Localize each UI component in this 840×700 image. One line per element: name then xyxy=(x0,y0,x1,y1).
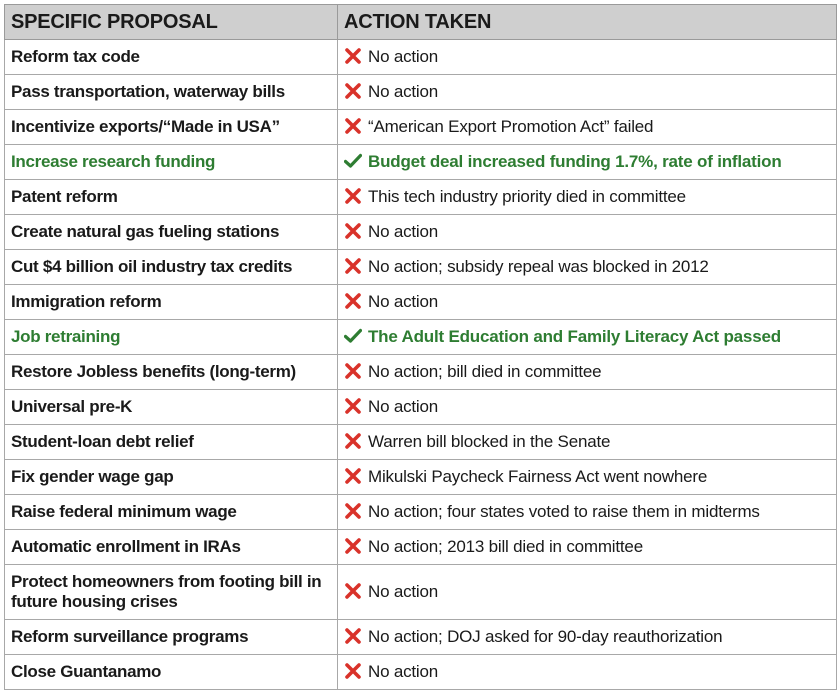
action-text: No action; DOJ asked for 90-day reauthorization xyxy=(368,627,723,646)
action-cell xyxy=(338,75,837,110)
x-mark-icon xyxy=(344,468,362,484)
table-row xyxy=(5,460,837,495)
action-text: No action xyxy=(368,47,439,66)
table-row xyxy=(5,75,837,110)
action-cell xyxy=(338,250,837,285)
proposal-cell: Raise federal minimum wage xyxy=(5,495,338,530)
table-row xyxy=(5,425,837,460)
proposal-cell: Incentivize exports/“Made in USA” xyxy=(5,110,338,145)
action-cell xyxy=(338,620,837,655)
action-text: The Adult Education and Family Literacy Act passed xyxy=(368,327,781,346)
action-cell xyxy=(338,655,837,690)
table-row xyxy=(5,215,837,250)
action-text: No action xyxy=(368,582,439,601)
proposal-cell: Pass transportation, waterway bills xyxy=(5,75,338,110)
action-cell xyxy=(338,425,837,460)
action-text: No action xyxy=(368,292,439,311)
action-text: Mikulski Paycheck Fairness Act went nowhere xyxy=(368,467,708,486)
action-text: No action xyxy=(368,662,439,681)
table-row xyxy=(5,620,837,655)
proposal-column-header: SPECIFIC PROPOSAL xyxy=(5,5,338,40)
action-text: No action; bill died in committee xyxy=(368,362,602,381)
table-row xyxy=(5,110,837,145)
proposal-cell: Automatic enrollment in IRAs xyxy=(5,530,338,565)
action-text: No action xyxy=(368,82,439,101)
x-mark-icon xyxy=(344,538,362,554)
proposal-cell: Student-loan debt relief xyxy=(5,425,338,460)
proposal-cell: Increase research funding xyxy=(5,145,338,180)
x-mark-icon xyxy=(344,258,362,274)
checkmark-icon xyxy=(344,153,362,169)
action-text: “American Export Promotion Act” failed xyxy=(368,117,654,136)
x-mark-icon xyxy=(344,583,362,599)
x-mark-icon xyxy=(344,223,362,239)
x-mark-icon xyxy=(344,293,362,309)
table-row xyxy=(5,530,837,565)
proposal-table xyxy=(4,4,837,690)
proposal-cell: Universal pre-K xyxy=(5,390,338,425)
x-mark-icon xyxy=(344,83,362,99)
action-cell xyxy=(338,320,837,355)
proposal-cell: Reform tax code xyxy=(5,40,338,75)
table-header-row xyxy=(5,5,837,40)
x-mark-icon xyxy=(344,363,362,379)
table-row xyxy=(5,655,837,690)
table-row xyxy=(5,495,837,530)
action-column-header: ACTION TAKEN xyxy=(338,5,837,40)
action-cell xyxy=(338,390,837,425)
proposal-cell: Close Guantanamo xyxy=(5,655,338,690)
x-mark-icon xyxy=(344,398,362,414)
x-mark-icon xyxy=(344,118,362,134)
table-row xyxy=(5,40,837,75)
action-cell xyxy=(338,180,837,215)
proposal-cell: Immigration reform xyxy=(5,285,338,320)
x-mark-icon xyxy=(344,663,362,679)
x-mark-icon xyxy=(344,48,362,64)
proposal-cell: Cut $4 billion oil industry tax credits xyxy=(5,250,338,285)
action-text: No action; subsidy repeal was blocked in 2012 xyxy=(368,257,709,276)
action-cell xyxy=(338,215,837,250)
action-cell xyxy=(338,565,837,620)
action-cell xyxy=(338,145,837,180)
action-text: No action xyxy=(368,397,439,416)
action-cell xyxy=(338,495,837,530)
proposal-cell: Patent reform xyxy=(5,180,338,215)
x-mark-icon xyxy=(344,503,362,519)
table-row xyxy=(5,390,837,425)
action-text: No action; 2013 bill died in committee xyxy=(368,537,643,556)
proposal-cell: Create natural gas fueling stations xyxy=(5,215,338,250)
action-text: No action xyxy=(368,222,439,241)
table-row xyxy=(5,320,837,355)
action-cell xyxy=(338,355,837,390)
table-row xyxy=(5,145,837,180)
proposal-cell: Restore Jobless benefits (long-term) xyxy=(5,355,338,390)
action-cell xyxy=(338,285,837,320)
checkmark-icon xyxy=(344,328,362,344)
proposal-cell: Protect homeowners from footing bill in future housing crises xyxy=(5,565,338,620)
table-row xyxy=(5,355,837,390)
action-text: No action; four states voted to raise them in midterms xyxy=(368,502,760,521)
action-cell xyxy=(338,530,837,565)
action-text: Budget deal increased funding 1.7%, rate of inflation xyxy=(368,152,782,171)
table-row xyxy=(5,180,837,215)
table-row xyxy=(5,250,837,285)
proposal-cell: Job retraining xyxy=(5,320,338,355)
action-text: Warren bill blocked in the Senate xyxy=(368,432,611,451)
x-mark-icon xyxy=(344,628,362,644)
table-body xyxy=(5,40,837,690)
x-mark-icon xyxy=(344,188,362,204)
x-mark-icon xyxy=(344,433,362,449)
action-text: This tech industry priority died in committee xyxy=(368,187,686,206)
action-cell xyxy=(338,110,837,145)
table-row xyxy=(5,565,837,620)
proposal-table-container xyxy=(4,4,836,696)
proposal-cell: Fix gender wage gap xyxy=(5,460,338,495)
action-cell xyxy=(338,460,837,495)
table-row xyxy=(5,285,837,320)
proposal-cell: Reform surveillance programs xyxy=(5,620,338,655)
action-cell xyxy=(338,40,837,75)
